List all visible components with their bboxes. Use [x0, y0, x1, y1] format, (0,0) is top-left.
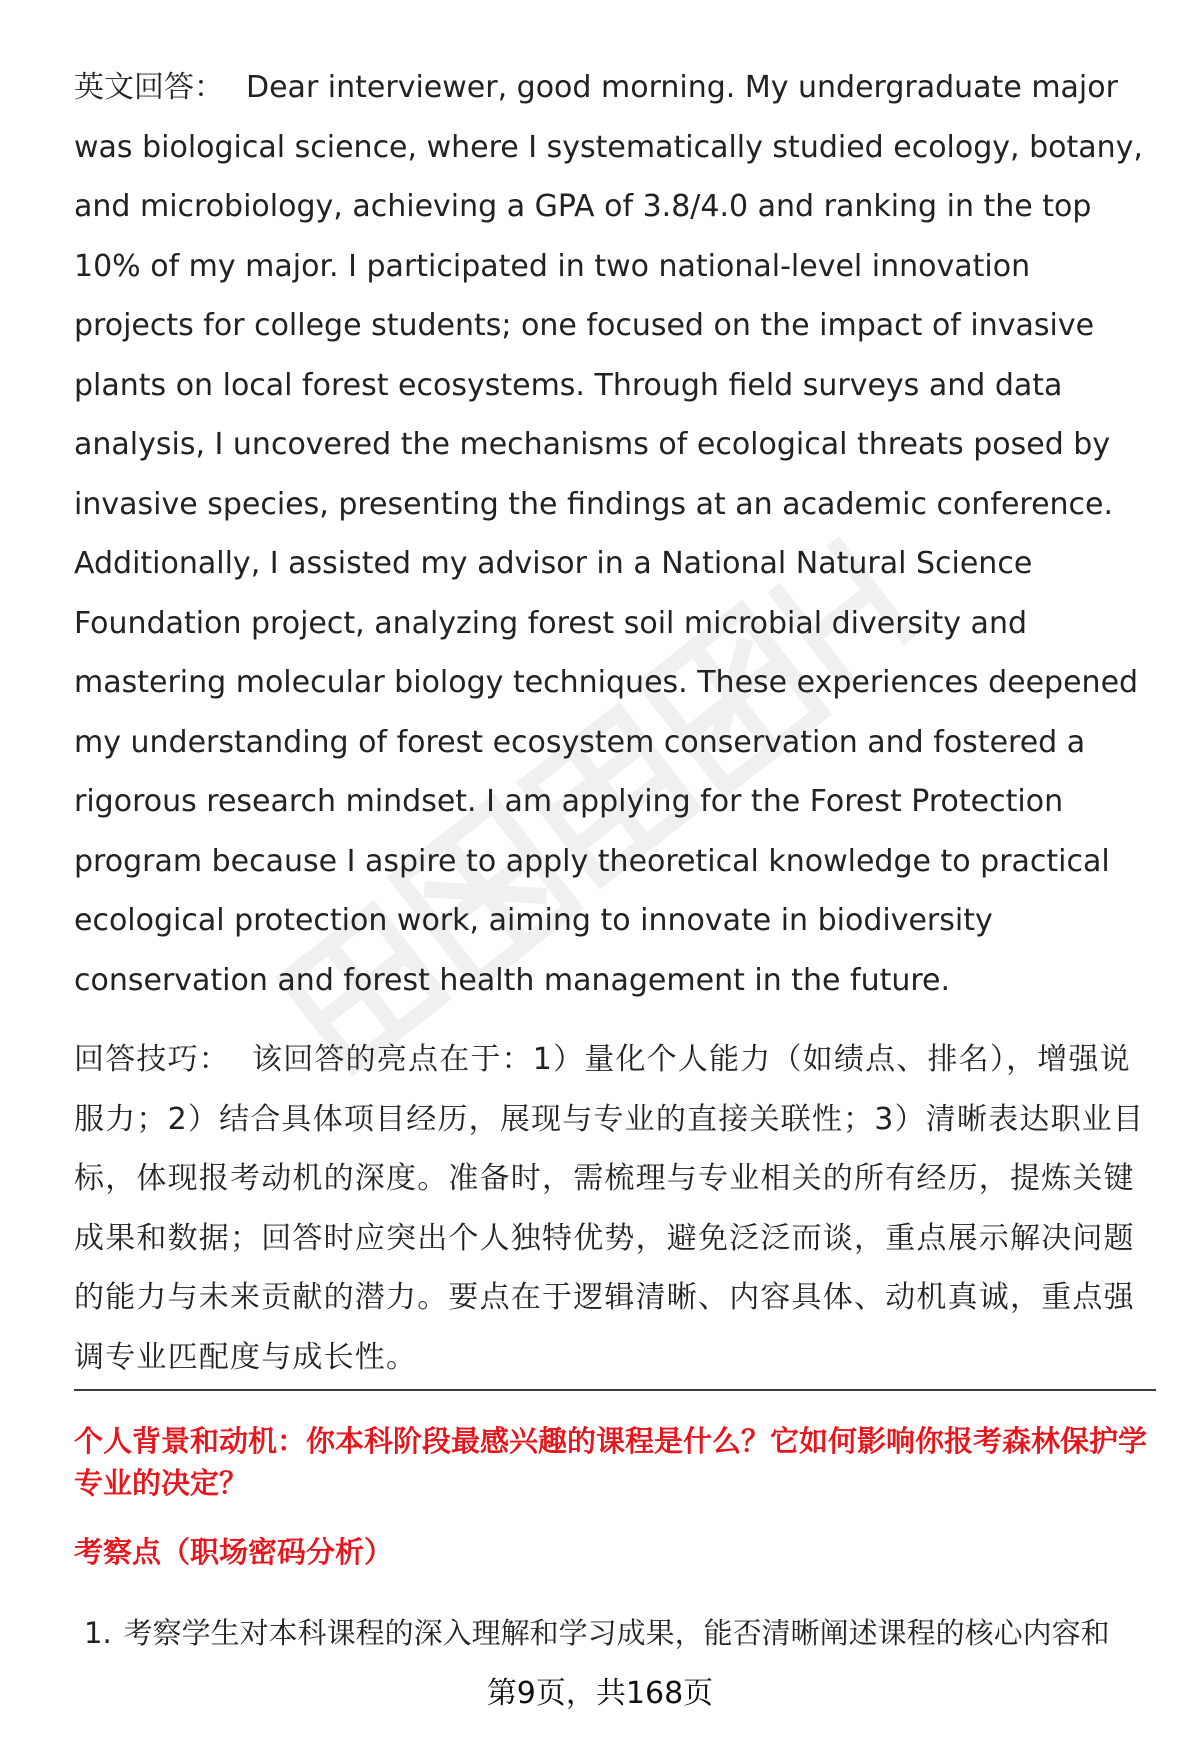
assessment-points-heading: 考察点（职场密码分析）	[74, 1535, 394, 1569]
answer-tips-paragraph	[74, 1030, 1156, 1387]
list-item-number: 1.	[84, 1616, 112, 1650]
english-answer-paragraph	[74, 58, 1156, 1010]
section-divider	[74, 1389, 1156, 1391]
answer-tips-text: 该回答的亮点在于：1）量化个人能力（如绩点、排名），增强说服力；2）结合具体项目经历，展现与专业的直接关联性；3）清晰表达职业目标，体现报考动机的深度。准备时，需梳理与专业相关的所有经历，提炼关键成果和数据；回答时应突出个人独特优势，避免泛泛而谈，重点展示解决问题的能力与未来贡献的潜力。要点在于逻辑清晰、内容具体、动机真诚，重点强调专业匹配度与成长性。	[74, 1042, 1145, 1375]
answer-tips-label: 回答技巧：	[74, 1042, 230, 1077]
page-number: 第9页，共168页	[486, 1676, 714, 1711]
page-content	[74, 58, 1156, 1387]
english-answer-label: 英文回答：	[74, 70, 224, 105]
question-title: 个人背景和动机：你本科阶段最感兴趣的课程是什么？它如何影响你报考森林保护学专业的决定？	[74, 1424, 1148, 1500]
list-item-text: 考察学生对本科课程的深入理解和学习成果，能否清晰阐述课程的核心内容和	[123, 1616, 1110, 1650]
list-item	[84, 1612, 1156, 1654]
english-answer-text: Dear interviewer, good morning. My undergraduate major was biological science, where I systematically studied ecology, botany, and microbiology, achieving a GPA of 3.8/4.0 and ranking in the top 10% of my major. I participated in two national-level innovation projects for college students; one focused on the impact of invasive plants on local forest ecosystems. Through field surveys and data analysis, I uncovered the mechanisms of ecological threats posed by invasive species, presenting the findings at an academic conference. Additionally, I assisted my advisor in a National Natural Science Foundation project, analyzing forest soil microbial diversity and mastering molecular biology techniques. These experiences deepened my understanding of forest ecosystem conservation and fostered a rigorous research mindset. I am applying for the Forest Protection program because I aspire to apply theoretical knowledge to practical ecological protection work, aiming to innovate in biodiversity conservation and forest health management in the future.	[74, 70, 1143, 998]
